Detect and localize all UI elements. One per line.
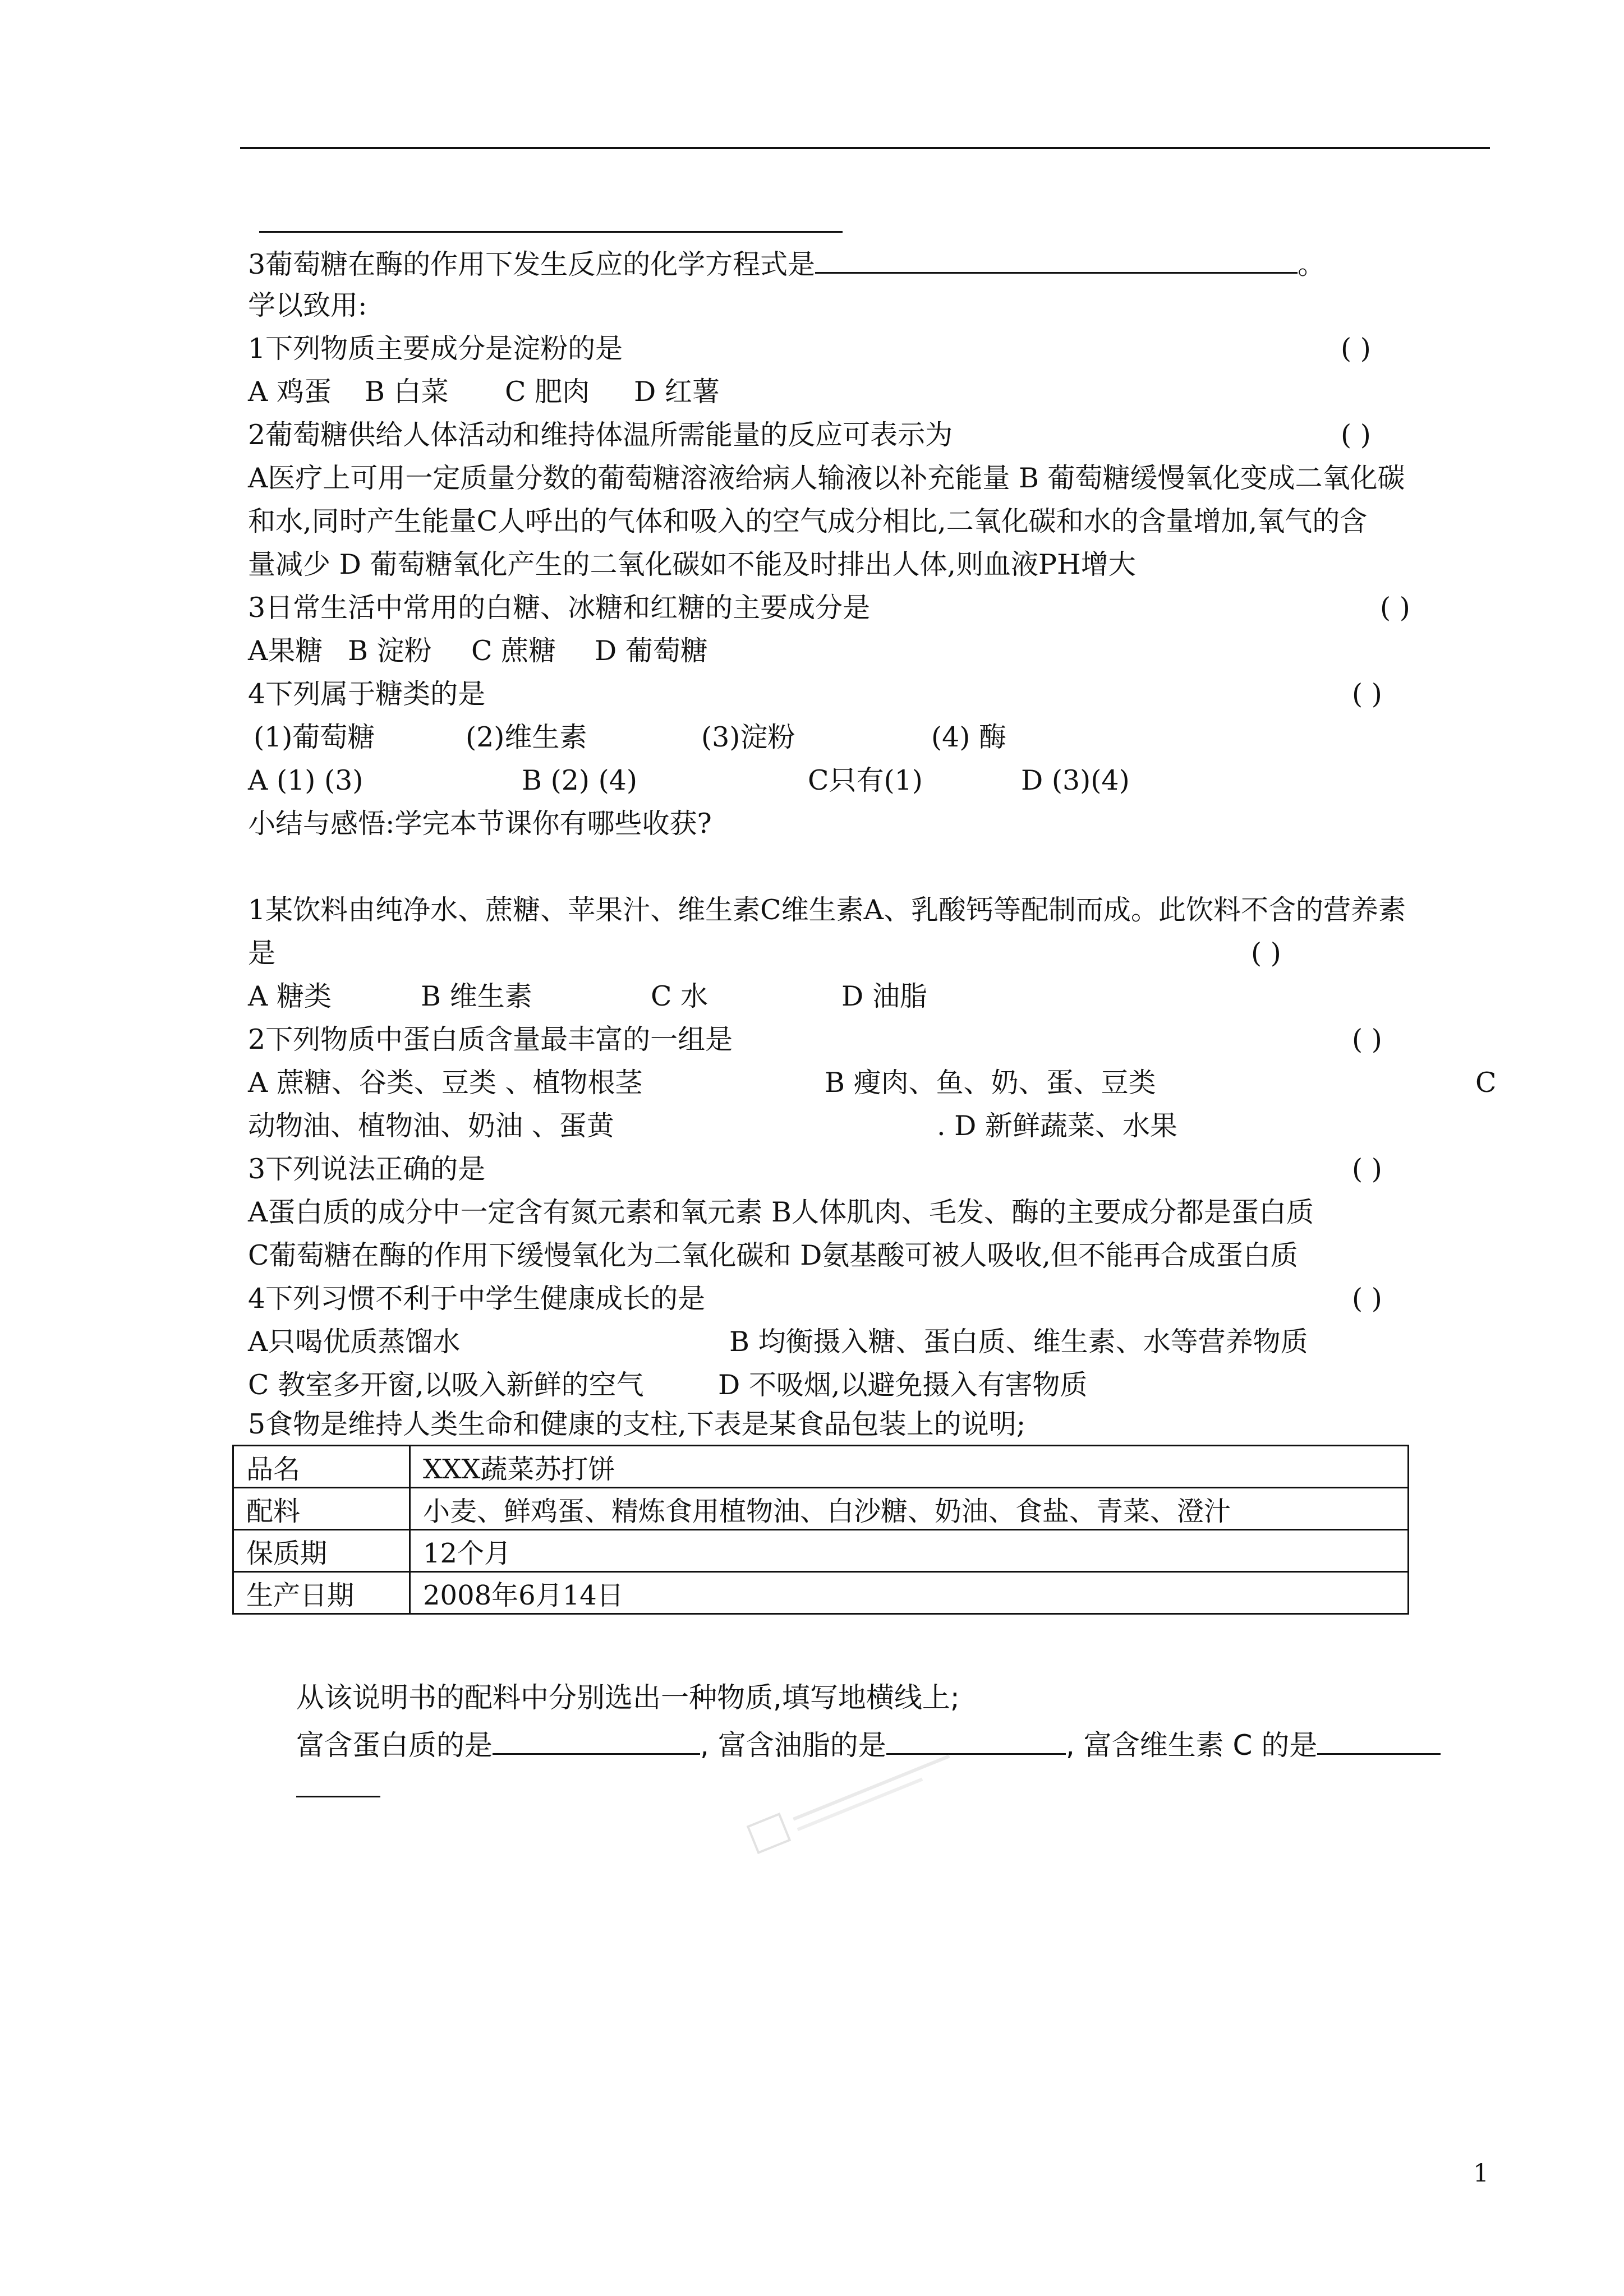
option-text: B 均衡摄入糖、蛋白质、维生素、水等营养物质: [729, 1326, 1308, 1358]
fill-line: [296, 1724, 1441, 1763]
option-text: D 不吸烟,以避免摄入有害物质: [718, 1369, 1088, 1401]
question-line: 5食物是维持人类生命和健康的支柱,下表是某食品包装上的说明;: [248, 1408, 1026, 1440]
table-row: [233, 1530, 1409, 1572]
answer-paren[interactable]: ( ): [1352, 678, 1382, 710]
question-line: [248, 243, 1325, 282]
table-cell-key: 保质期: [233, 1530, 410, 1572]
answer-paren[interactable]: ( ): [1251, 937, 1281, 969]
option-text: A 蔗糖、谷类、豆类 、植物根茎: [248, 1067, 643, 1099]
section-heading: 学以致用:: [248, 289, 367, 321]
question-line: 3下列说法正确的是: [248, 1153, 486, 1185]
question-line: 3日常生活中常用的白糖、冰糖和红糖的主要成分是: [248, 592, 871, 624]
option-text: C 水: [651, 980, 709, 1012]
answer-paren[interactable]: ( ): [1352, 1153, 1382, 1185]
option-text: C 蔗糖: [471, 635, 556, 667]
option-text: . D 新鲜蔬菜、水果: [937, 1110, 1178, 1142]
answer-paren[interactable]: ( ): [1352, 1283, 1382, 1315]
item-text: (2)维生素: [466, 721, 587, 753]
option-text: A果糖: [248, 635, 323, 667]
period-text: 。: [1298, 248, 1326, 280]
question-text: 3葡萄糖在酶的作用下发生反应的化学方程式是: [248, 248, 816, 280]
option-text: B 维生素: [421, 980, 532, 1012]
table-cell-value: 小麦、鲜鸡蛋、精炼食用植物油、白沙糖、奶油、食盐、青菜、澄汁: [410, 1488, 1409, 1530]
option-text: C 肥肉: [505, 376, 590, 408]
option-text: A只喝优质蒸馏水: [248, 1326, 461, 1358]
table-cell-key: 品名: [233, 1446, 410, 1488]
page-number: 1: [1473, 2159, 1489, 2188]
option-text: 量减少 D 葡萄糖氧化产生的二氧化碳如不能及时排出人体,则血液PH增大: [248, 548, 1136, 580]
food-label-table: [232, 1445, 1409, 1615]
question-line: 2葡萄糖供给人体活动和维持体温所需能量的反应可表示为: [248, 419, 953, 451]
answer-paren[interactable]: ( ): [1380, 592, 1410, 624]
question-line: 2下列物质中蛋白质含量最丰富的一组是: [248, 1023, 733, 1055]
option-text: 动物油、植物油、奶油 、蛋黄: [248, 1110, 614, 1142]
comma-text: ,: [1065, 1729, 1075, 1762]
answer-paren[interactable]: ( ): [1352, 1023, 1382, 1055]
option-text: C 教室多开窗,以吸入新鲜的空气: [248, 1369, 644, 1401]
option-text: C只有(1): [808, 764, 923, 796]
answer-blank-line: [259, 231, 843, 233]
item-text: (1)葡萄糖: [254, 721, 375, 753]
table-cell-key: 配料: [233, 1488, 410, 1530]
question-line: 4下列属于糖类的是: [248, 678, 486, 710]
option-text: B 淀粉: [348, 635, 432, 667]
comma-text: ,: [700, 1729, 709, 1762]
table-cell-key: 生产日期: [233, 1572, 410, 1614]
option-text: A医疗上可用一定质量分数的葡萄糖溶液给病人输液以补充能量 B 葡萄糖缓慢氧化变成二氧化碳: [248, 462, 1405, 494]
table-row: [233, 1572, 1409, 1614]
fill-instructions: 从该说明书的配料中分别选出一种物质,填写地横线上;: [296, 1681, 960, 1714]
option-text: 和水,同时产生能量C人呼出的气体和吸入的空气成分相比,二氧化碳和水的含量增加,氧气的含: [248, 505, 1368, 537]
option-text: D 油脂: [841, 980, 927, 1012]
question-line: 1某饮料由纯净水、蔗糖、苹果汁、维生素C维生素A、乳酸钙等配制而成。此饮料不含的营养素: [248, 894, 1406, 926]
table-cell-value: 2008年6月14日: [410, 1572, 1409, 1614]
answer-blank[interactable]: [815, 243, 1298, 274]
option-text: D 葡萄糖: [595, 635, 708, 667]
answer-blank-protein[interactable]: [493, 1724, 700, 1755]
table-row: [233, 1488, 1409, 1530]
option-text: A 鸡蛋: [248, 376, 332, 408]
fill-label-fat: 富含油脂的是: [717, 1729, 886, 1762]
option-text: B (2) (4): [522, 764, 637, 796]
question-line: 1下列物质主要成分是淀粉的是: [248, 333, 623, 365]
option-text: C葡萄糖在酶的作用下缓慢氧化为二氧化碳和 D氨基酸可被人吸收,但不能再合成蛋白质: [248, 1239, 1298, 1271]
table-cell-value: XXX蔬菜苏打饼: [410, 1446, 1409, 1488]
option-text: D (3)(4): [1021, 764, 1130, 796]
option-text: B 白菜: [365, 376, 449, 408]
answer-paren[interactable]: ( ): [1341, 333, 1371, 365]
option-text: B 瘦肉、鱼、奶、蛋、豆类: [825, 1067, 1156, 1099]
item-text: (4) 酶: [931, 721, 1006, 753]
option-text: A蛋白质的成分中一定含有氮元素和氧元素 B人体肌肉、毛发、酶的主要成分都是蛋白质: [248, 1196, 1314, 1228]
fill-label-vitc: 富含维生素 C 的是: [1083, 1729, 1318, 1762]
table-row: [233, 1446, 1409, 1488]
option-text: C: [1475, 1067, 1497, 1099]
section-heading: 小结与感悟:学完本节课你有哪些收获?: [248, 808, 712, 840]
table-cell-value: 12个月: [410, 1530, 1409, 1572]
question-line: 是: [248, 937, 276, 969]
answer-blank-vitc[interactable]: [1317, 1724, 1441, 1755]
item-text: (3)淀粉: [701, 721, 795, 753]
fill-label-protein: 富含蛋白质的是: [296, 1729, 493, 1762]
answer-paren[interactable]: ( ): [1341, 419, 1371, 451]
answer-blank-continued[interactable]: [296, 1767, 380, 1797]
option-text: A (1) (3): [248, 764, 364, 796]
option-text: D 红薯: [634, 376, 720, 408]
question-line: 4下列习惯不利于中学生健康成长的是: [248, 1283, 706, 1315]
option-text: A 糖类: [248, 980, 332, 1012]
header-rule: [240, 147, 1490, 149]
